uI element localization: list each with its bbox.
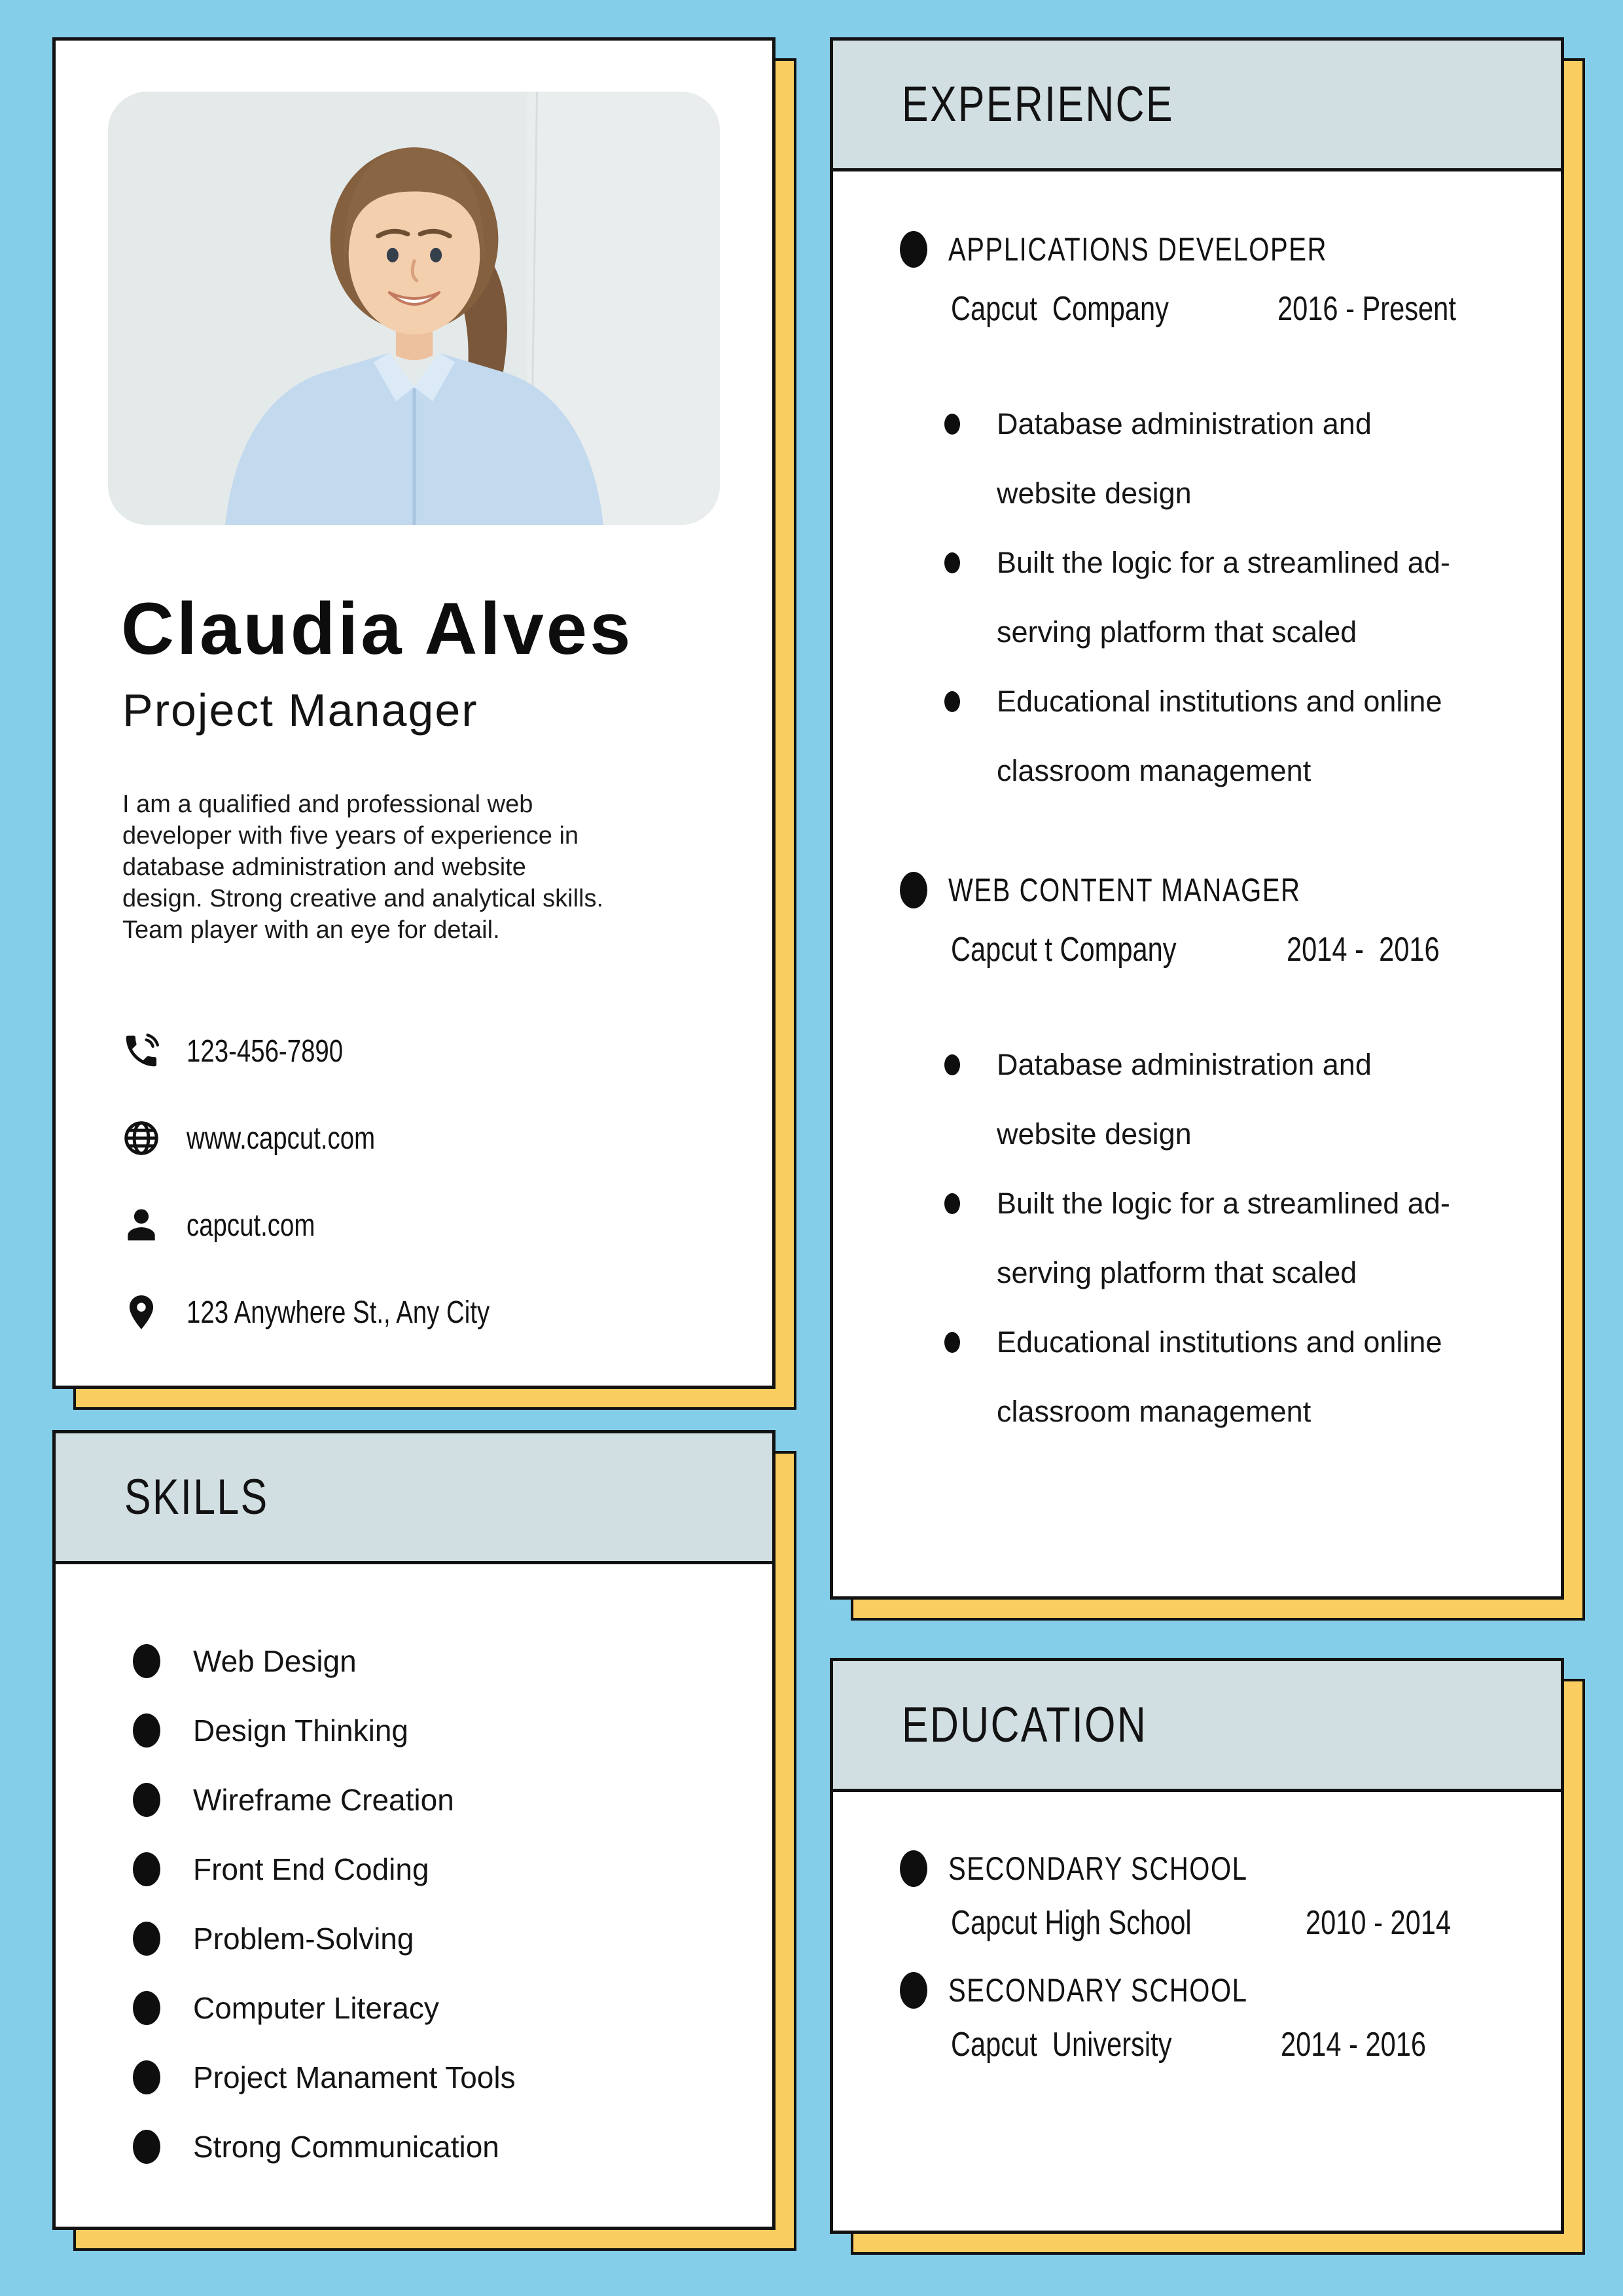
- experience-header: [833, 41, 1561, 171]
- job-bullet: [900, 1308, 1561, 1446]
- bullet-line: Built the logic for a streamlined ad-: [997, 1187, 1450, 1220]
- education-dates: 2010 - 2014: [1306, 1904, 1452, 1942]
- education-card-body: [830, 1658, 1564, 2234]
- contact-list: [121, 1031, 772, 1333]
- bullet-line: Database administration and: [997, 407, 1372, 440]
- job-entry: [900, 871, 1561, 1446]
- bullet-icon: [944, 414, 960, 435]
- profile-name: Claudia Alves: [121, 588, 633, 670]
- education-title: SECONDARY SCHOOL: [948, 1850, 1248, 1887]
- education-title: SECONDARY SCHOOL: [948, 1972, 1248, 2009]
- bullet-line: website design: [997, 476, 1192, 510]
- contact-website-text: www.capcut.com: [187, 1121, 376, 1156]
- education-dates: 2014 - 2016: [1281, 2026, 1427, 2064]
- job-company: Capcut Company: [951, 290, 1169, 328]
- bullet-icon: [944, 552, 960, 573]
- contact-address-text: 123 Anywhere St., Any City: [187, 1295, 490, 1330]
- education-title-row: [900, 1971, 1561, 2009]
- skill-item: Front End Coding: [133, 1835, 772, 1904]
- skills-card-body: [52, 1430, 776, 2230]
- job-bullet: [900, 1030, 1561, 1169]
- person-icon: [121, 1205, 162, 1246]
- globe-icon: [121, 1118, 162, 1158]
- bullet-icon: [900, 872, 927, 908]
- contact-row-username: [121, 1205, 772, 1246]
- bullet-icon: [133, 1713, 160, 1748]
- bullet-line: serving platform that scaled: [997, 1256, 1357, 1289]
- bullet-icon: [133, 1852, 160, 1886]
- summary-line: developer with five years of experience in: [122, 822, 579, 850]
- profile-summary: [122, 789, 772, 946]
- skill-item: Wireframe Creation: [133, 1765, 772, 1835]
- profile-card-body: [52, 37, 776, 1389]
- profile-card: [52, 37, 776, 1389]
- experience-card-body: [830, 37, 1564, 1600]
- job-title: WEB CONTENT MANAGER: [948, 872, 1301, 908]
- summary-line: database administration and website: [122, 853, 526, 881]
- phone-icon: [121, 1031, 162, 1071]
- skill-item: Strong Communication: [133, 2112, 772, 2181]
- bullet-line: Built the logic for a streamlined ad-: [997, 546, 1450, 579]
- education-content: [833, 1850, 1561, 2063]
- bullet-icon: [133, 1644, 160, 1678]
- skill-item: Project Manament Tools: [133, 2043, 772, 2112]
- skill-item: Design Thinking: [133, 1696, 772, 1765]
- bullet-icon: [944, 1332, 960, 1353]
- bullet-icon: [133, 1922, 160, 1956]
- education-card: [830, 1658, 1564, 2234]
- education-header: [833, 1661, 1561, 1792]
- skill-item: Problem-Solving: [133, 1904, 772, 1973]
- contact-row-address: [121, 1292, 772, 1333]
- bullet-icon: [133, 2060, 160, 2094]
- skills-header: [56, 1433, 772, 1564]
- bullet-line: Educational institutions and online: [997, 685, 1442, 718]
- job-entry: [900, 230, 1561, 806]
- bullet-icon: [944, 1193, 960, 1214]
- job-bullet: [900, 1169, 1561, 1308]
- job-dates: 2014 - 2016: [1287, 931, 1440, 969]
- bullet-line: classroom management: [997, 754, 1311, 787]
- education-entry: [900, 1971, 1561, 2063]
- job-bullet: [900, 667, 1561, 806]
- job-bullet: [900, 389, 1561, 528]
- job-bullet-list: [900, 1030, 1561, 1446]
- experience-content: [833, 230, 1561, 1446]
- job-title-row: [900, 871, 1561, 909]
- job-company: Capcut t Company: [951, 931, 1177, 969]
- contact-row-website: [121, 1118, 772, 1158]
- job-title: APPLICATIONS DEVELOPER: [948, 231, 1328, 268]
- experience-card: [830, 37, 1564, 1600]
- bullet-icon: [900, 1850, 927, 1887]
- education-title-row: [900, 1850, 1561, 1888]
- skills-list: [56, 1626, 772, 2181]
- bullet-icon: [944, 1054, 960, 1075]
- skill-item: Computer Literacy: [133, 1973, 772, 2043]
- bullet-icon: [900, 1972, 927, 2009]
- summary-line: Team player with an eye for detail.: [122, 916, 500, 944]
- bullet-line: serving platform that scaled: [997, 615, 1357, 649]
- bullet-icon: [133, 1991, 160, 2025]
- bullet-line: Database administration and: [997, 1048, 1372, 1081]
- profile-photo: [108, 92, 720, 525]
- bullet-icon: [133, 1783, 160, 1817]
- job-title-row: [900, 230, 1561, 268]
- education-entry: [900, 1850, 1561, 1941]
- bullet-icon: [133, 2130, 160, 2164]
- summary-line: I am a qualified and professional web: [122, 791, 533, 818]
- skill-item: Web Design: [133, 1626, 772, 1696]
- bullet-line: Educational institutions and online: [997, 1325, 1442, 1359]
- job-bullet: [900, 528, 1561, 667]
- bullet-icon: [944, 691, 960, 712]
- job-bullet-list: [900, 389, 1561, 806]
- education-school: Capcut High School: [951, 1904, 1192, 1942]
- job-dates: 2016 - Present: [1277, 290, 1456, 328]
- location-pin-icon: [121, 1292, 162, 1333]
- portrait-illustration: [108, 92, 720, 525]
- education-heading: EDUCATION: [902, 1697, 1148, 1753]
- experience-heading: EXPERIENCE: [902, 77, 1174, 132]
- bullet-icon: [900, 231, 927, 268]
- contact-phone-text: 123-456-7890: [187, 1033, 344, 1069]
- contact-username-text: capcut.com: [187, 1208, 315, 1243]
- bullet-line: website design: [997, 1117, 1192, 1151]
- profile-job-title: Project Manager: [122, 685, 478, 736]
- summary-line: design. Strong creative and analytical skills.: [122, 885, 604, 912]
- bullet-line: classroom management: [997, 1395, 1311, 1428]
- skills-card: [52, 1430, 776, 2230]
- contact-row-phone: [121, 1031, 772, 1071]
- education-school: Capcut University: [951, 2026, 1172, 2064]
- skills-heading: SKILLS: [124, 1469, 269, 1525]
